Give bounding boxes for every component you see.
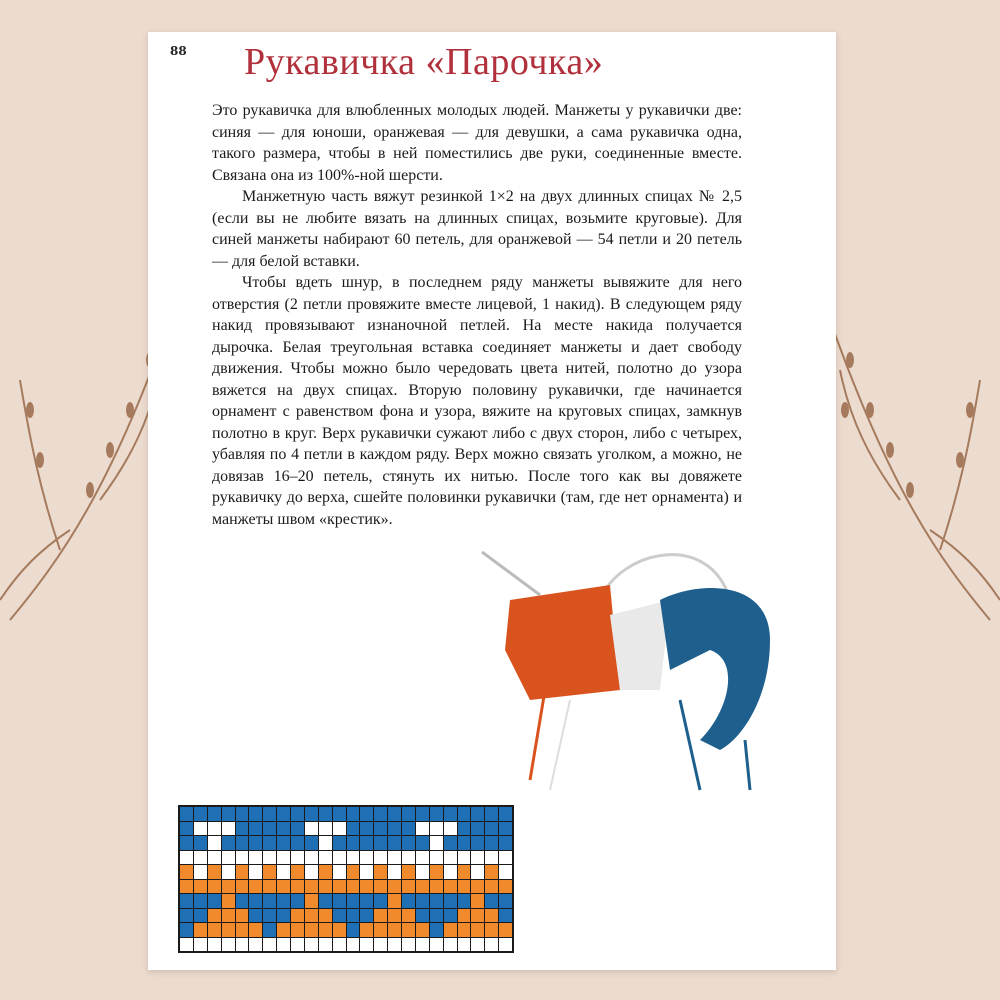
paragraph-3: Чтобы вдеть шнур, в последнем ряду манжеты вывяжите для него отверстия (2 петли провяжите вместе лицевой, 1 накид). В следующем ряду накид провязывают изнаночной петлей. На месте накида получается дырочка. Белая треугольная вставка соединяет манжеты и дает свободу движения. Чтобы можно было чередовать цвета нитей, полотно до узора вяжется на двух спицах. Вторую половину рукавички, где начинается орнамент с равенством фона и узора, вяжите на круговых спицах, замкнув полотно в круг. Верх рукавички сужают либо с двух сторон, либо с четырех, убавляя по 4 петли в каждом ряду. Верх можно связать уголком, а можно, не довязав 16–20 петель, стянуть их нитью. После того как вы довяжете рукавичку до верха, сшейте половинки рукавички (там, где нет орнамента) и манжеты швом «крестик».	[212, 274, 742, 528]
chart-cell	[263, 807, 276, 821]
chart-cell	[249, 923, 262, 937]
mitten-photo	[470, 540, 790, 804]
chart-cell	[458, 836, 471, 850]
chart-cell	[430, 836, 443, 850]
chart-cell	[291, 938, 304, 952]
chart-cell	[319, 880, 332, 894]
chart-cell	[347, 894, 360, 908]
chart-cell	[236, 851, 249, 865]
orange-cuff	[505, 585, 620, 700]
chart-cell	[305, 923, 318, 937]
chart-cell	[208, 836, 221, 850]
chart-cell	[347, 851, 360, 865]
chart-cell	[499, 923, 512, 937]
knitting-pattern-chart	[178, 805, 514, 953]
chart-cell	[194, 822, 207, 836]
page-title: Рукавичка «Парочка»	[244, 41, 604, 83]
chart-cell	[360, 822, 373, 836]
chart-cell	[485, 822, 498, 836]
chart-cell	[499, 894, 512, 908]
chart-cell	[180, 807, 193, 821]
chart-cell	[499, 865, 512, 879]
chart-cell	[388, 894, 401, 908]
chart-cell	[458, 822, 471, 836]
chart-cell	[360, 807, 373, 821]
chart-cell	[208, 851, 221, 865]
chart-cell	[374, 836, 387, 850]
chart-cell	[471, 836, 484, 850]
chart-cell	[194, 923, 207, 937]
chart-cell	[194, 865, 207, 879]
chart-cell	[471, 894, 484, 908]
chart-cell	[374, 880, 387, 894]
chart-cell	[388, 880, 401, 894]
chart-cell	[180, 836, 193, 850]
chart-cell	[416, 865, 429, 879]
chart-cell	[291, 851, 304, 865]
chart-cell	[319, 923, 332, 937]
chart-cell	[471, 822, 484, 836]
chart-cell	[402, 865, 415, 879]
chart-cell	[347, 909, 360, 923]
chart-cell	[263, 822, 276, 836]
chart-cell	[360, 836, 373, 850]
chart-cell	[402, 894, 415, 908]
book-page	[148, 32, 836, 970]
chart-cell	[249, 851, 262, 865]
chart-cell	[180, 923, 193, 937]
chart-cell	[194, 894, 207, 908]
chart-cell	[430, 807, 443, 821]
chart-cell	[333, 938, 346, 952]
chart-cell	[277, 836, 290, 850]
chart-cell	[194, 851, 207, 865]
chart-cell	[333, 822, 346, 836]
chart-cell	[208, 880, 221, 894]
chart-cell	[180, 938, 193, 952]
chart-cell	[499, 880, 512, 894]
chart-cell	[277, 909, 290, 923]
chart-cell	[319, 822, 332, 836]
chart-cell	[430, 880, 443, 894]
chart-cell	[194, 836, 207, 850]
chart-cell	[208, 938, 221, 952]
chart-cell	[347, 938, 360, 952]
chart-cell	[208, 807, 221, 821]
chart-cell	[499, 851, 512, 865]
chart-cell	[319, 865, 332, 879]
chart-cell	[430, 822, 443, 836]
chart-cell	[430, 938, 443, 952]
chart-cell	[236, 836, 249, 850]
chart-cell	[444, 880, 457, 894]
chart-cell	[305, 909, 318, 923]
chart-cell	[194, 880, 207, 894]
chart-cell	[194, 909, 207, 923]
chart-cell	[360, 865, 373, 879]
chart-cell	[208, 923, 221, 937]
chart-cell	[430, 865, 443, 879]
chart-cell	[374, 851, 387, 865]
chart-cell	[347, 822, 360, 836]
chart-cell	[388, 909, 401, 923]
chart-cell	[305, 807, 318, 821]
chart-cell	[305, 836, 318, 850]
chart-cell	[291, 880, 304, 894]
chart-cell	[291, 909, 304, 923]
chart-cell	[374, 865, 387, 879]
chart-cell	[360, 851, 373, 865]
chart-cell	[499, 807, 512, 821]
chart-cell	[236, 865, 249, 879]
chart-cell	[430, 909, 443, 923]
chart-cell	[416, 923, 429, 937]
chart-cell	[263, 923, 276, 937]
chart-cell	[333, 865, 346, 879]
chart-cell	[388, 938, 401, 952]
chart-cell	[180, 894, 193, 908]
chart-cell	[374, 938, 387, 952]
chart-cell	[416, 807, 429, 821]
chart-cell	[416, 836, 429, 850]
chart-cell	[471, 865, 484, 879]
chart-cell	[263, 909, 276, 923]
chart-cell	[277, 894, 290, 908]
chart-cell	[249, 909, 262, 923]
chart-cell	[374, 909, 387, 923]
chart-cell	[319, 807, 332, 821]
chart-cell	[333, 909, 346, 923]
chart-cell	[305, 851, 318, 865]
chart-cell	[374, 807, 387, 821]
chart-cell	[347, 865, 360, 879]
chart-cell	[444, 865, 457, 879]
chart-cell	[388, 807, 401, 821]
chart-cell	[347, 880, 360, 894]
chart-cell	[471, 851, 484, 865]
chart-cell	[485, 851, 498, 865]
chart-cell	[263, 894, 276, 908]
chart-cell	[402, 909, 415, 923]
chart-cell	[305, 880, 318, 894]
chart-cell	[263, 938, 276, 952]
chart-cell	[333, 880, 346, 894]
chart-cell	[347, 923, 360, 937]
chart-cell	[458, 909, 471, 923]
chart-cell	[444, 851, 457, 865]
chart-cell	[277, 822, 290, 836]
chart-cell	[333, 894, 346, 908]
chart-cell	[485, 807, 498, 821]
chart-cell	[471, 909, 484, 923]
chart-cell	[430, 923, 443, 937]
chart-cell	[388, 822, 401, 836]
paragraph-1: Это рукавичка для влюбленных молодых людей. Манжеты у рукавички две: синяя — для юноши, оранжевая — для девушки, а сама рукавичка одна, такого размера, чтобы в ней поместились две руки, соединенные вместе. Связана она из 100%-ной шерсти.	[212, 102, 742, 184]
chart-cell	[249, 938, 262, 952]
chart-cell	[291, 894, 304, 908]
chart-cell	[471, 923, 484, 937]
chart-cell	[249, 880, 262, 894]
chart-cell	[471, 807, 484, 821]
chart-cell	[471, 938, 484, 952]
chart-cell	[277, 851, 290, 865]
chart-cell	[263, 851, 276, 865]
chart-cell	[249, 822, 262, 836]
chart-cell	[305, 865, 318, 879]
chart-cell	[305, 894, 318, 908]
chart-cell	[402, 880, 415, 894]
chart-cell	[444, 822, 457, 836]
chart-cell	[444, 923, 457, 937]
chart-cell	[236, 923, 249, 937]
chart-cell	[499, 836, 512, 850]
chart-cell	[402, 851, 415, 865]
chart-cell	[458, 880, 471, 894]
chart-cell	[208, 822, 221, 836]
chart-cell	[458, 938, 471, 952]
chart-cell	[291, 807, 304, 821]
chart-cell	[222, 807, 235, 821]
chart-cell	[222, 923, 235, 937]
chart-cell	[249, 865, 262, 879]
chart-cell	[333, 807, 346, 821]
chart-cell	[333, 851, 346, 865]
chart-cell	[222, 909, 235, 923]
chart-cell	[444, 894, 457, 908]
chart-cell	[180, 822, 193, 836]
chart-cell	[485, 938, 498, 952]
chart-cell	[222, 938, 235, 952]
chart-cell	[208, 894, 221, 908]
chart-cell	[416, 880, 429, 894]
chart-cell	[485, 880, 498, 894]
chart-cell	[499, 822, 512, 836]
chart-cell	[347, 807, 360, 821]
chart-cell	[485, 836, 498, 850]
chart-cell	[263, 836, 276, 850]
chart-cell	[360, 938, 373, 952]
chart-cell	[222, 836, 235, 850]
chart-cell	[333, 836, 346, 850]
body-text	[212, 100, 742, 530]
chart-cell	[416, 822, 429, 836]
chart-cell	[444, 836, 457, 850]
chart-cell	[236, 822, 249, 836]
chart-cell	[360, 909, 373, 923]
chart-cell	[402, 923, 415, 937]
chart-cell	[388, 851, 401, 865]
chart-cell	[249, 894, 262, 908]
chart-cell	[277, 865, 290, 879]
chart-cell	[291, 865, 304, 879]
chart-cell	[485, 909, 498, 923]
chart-cell	[360, 894, 373, 908]
chart-cell	[374, 822, 387, 836]
chart-cell	[360, 880, 373, 894]
chart-cell	[222, 894, 235, 908]
chart-cell	[458, 807, 471, 821]
chart-cell	[194, 807, 207, 821]
chart-cell	[416, 938, 429, 952]
chart-cell	[374, 923, 387, 937]
chart-cell	[291, 822, 304, 836]
chart-cell	[222, 865, 235, 879]
chart-cell	[277, 923, 290, 937]
chart-cell	[180, 909, 193, 923]
chart-cell	[236, 938, 249, 952]
chart-cell	[388, 923, 401, 937]
chart-cell	[180, 880, 193, 894]
chart-cell	[249, 807, 262, 821]
chart-cell	[180, 865, 193, 879]
chart-cell	[194, 938, 207, 952]
chart-cell	[402, 938, 415, 952]
chart-cell	[430, 851, 443, 865]
chart-cell	[277, 938, 290, 952]
chart-cell	[388, 865, 401, 879]
chart-cell	[291, 836, 304, 850]
chart-cell	[236, 909, 249, 923]
chart-cell	[236, 894, 249, 908]
white-insert	[610, 600, 670, 690]
chart-cell	[208, 909, 221, 923]
chart-cell	[291, 923, 304, 937]
chart-cell	[263, 865, 276, 879]
chart-cell	[444, 938, 457, 952]
chart-cell	[360, 923, 373, 937]
chart-cell	[458, 894, 471, 908]
chart-cell	[416, 894, 429, 908]
chart-cell	[402, 807, 415, 821]
chart-cell	[485, 923, 498, 937]
chart-cell	[319, 851, 332, 865]
chart-cell	[444, 807, 457, 821]
chart-cell	[430, 894, 443, 908]
chart-cell	[402, 836, 415, 850]
right-branch-decoration	[820, 300, 1000, 640]
chart-cell	[319, 836, 332, 850]
chart-cell	[208, 865, 221, 879]
chart-cell	[402, 822, 415, 836]
chart-cell	[499, 909, 512, 923]
chart-cell	[236, 880, 249, 894]
chart-cell	[471, 880, 484, 894]
chart-cell	[319, 894, 332, 908]
chart-cell	[263, 880, 276, 894]
chart-cell	[499, 938, 512, 952]
chart-cell	[374, 894, 387, 908]
chart-cell	[305, 822, 318, 836]
chart-cell	[277, 807, 290, 821]
chart-cell	[485, 894, 498, 908]
chart-cell	[458, 851, 471, 865]
chart-cell	[222, 822, 235, 836]
chart-cell	[333, 923, 346, 937]
chart-cell	[485, 865, 498, 879]
chart-cell	[236, 807, 249, 821]
chart-cell	[416, 909, 429, 923]
chart-cell	[319, 938, 332, 952]
chart-cell	[347, 836, 360, 850]
chart-cell	[222, 880, 235, 894]
chart-cell	[458, 865, 471, 879]
chart-cell	[249, 836, 262, 850]
chart-cell	[416, 851, 429, 865]
paragraph-2: Манжетную часть вяжут резинкой 1×2 на двух длинных спицах № 2,5 (если вы не любите вязать на длинных спицах, возьмите круговые). Для синей манжеты набирают 60 петель, для оранжевой — 54 петли и 20 петель — для белой вставки.	[212, 188, 742, 270]
chart-cell	[388, 836, 401, 850]
chart-cell	[180, 851, 193, 865]
chart-cell	[444, 909, 457, 923]
chart-cell	[305, 938, 318, 952]
chart-cell	[458, 923, 471, 937]
chart-cell	[222, 851, 235, 865]
chart-cell	[319, 909, 332, 923]
chart-cell	[277, 880, 290, 894]
page-number: 88	[170, 44, 187, 58]
